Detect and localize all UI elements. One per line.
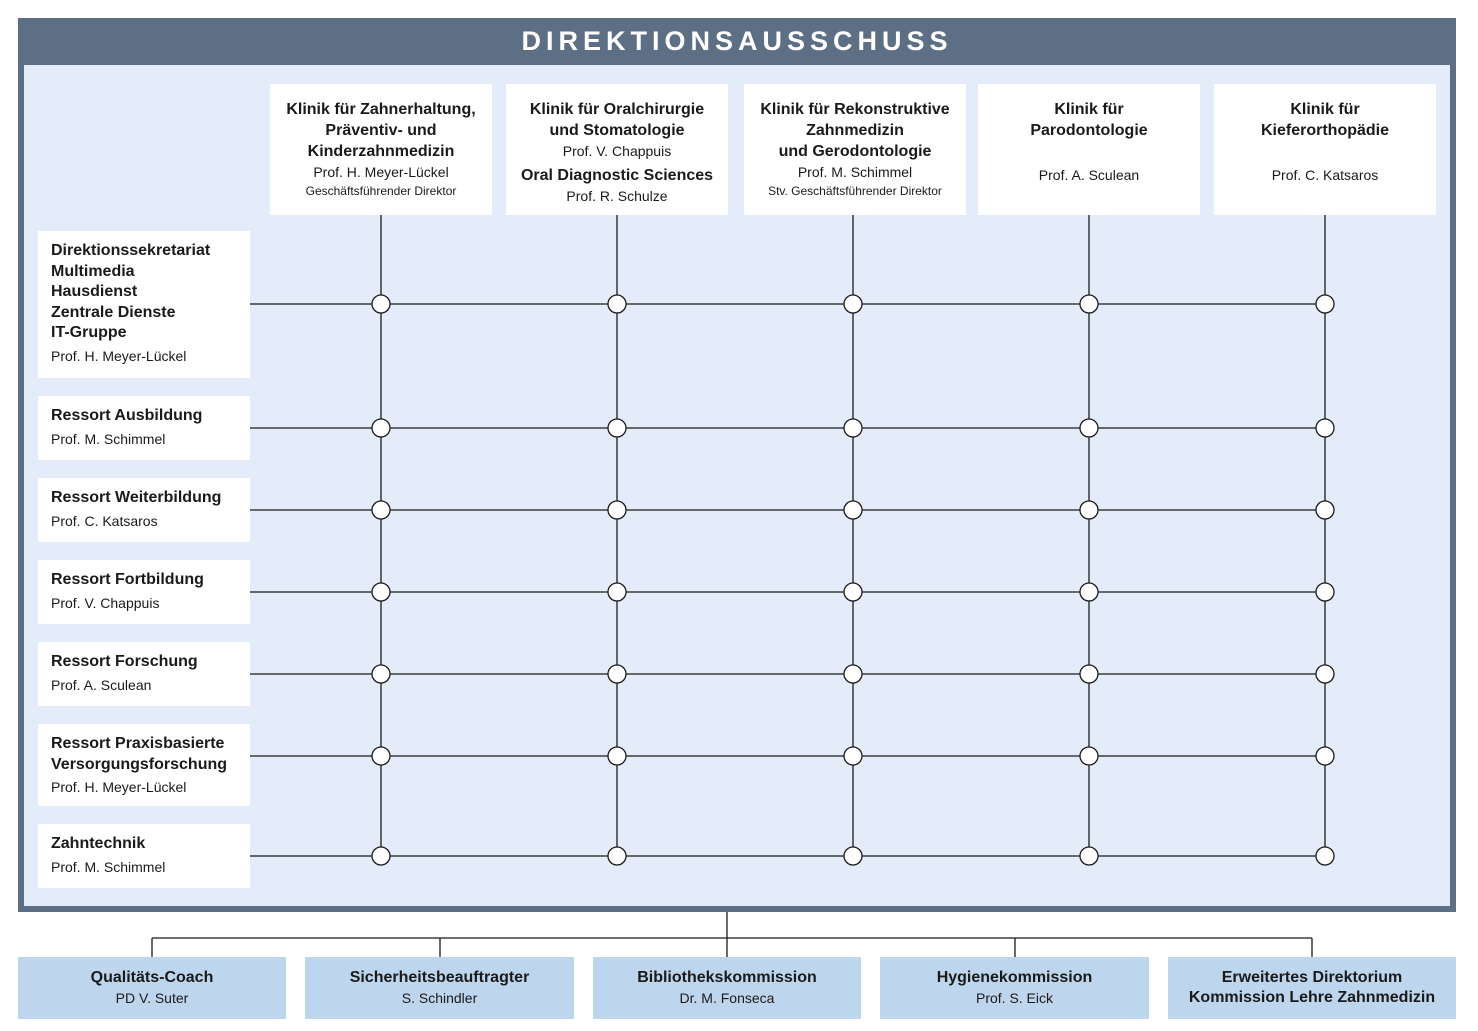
bottom-head: PD V. Suter xyxy=(115,990,189,1006)
row-title-line: Versorgungsforschung xyxy=(51,755,228,773)
row-title-line: Hausdienst xyxy=(51,283,138,300)
row-title-line: Ressort Weiterbildung xyxy=(51,489,222,506)
clinic-kieferorthopaedie xyxy=(1214,84,1436,215)
matrix-node xyxy=(372,419,390,437)
matrix-node xyxy=(608,583,626,601)
bottom-title-line: Erweitertes Direktorium xyxy=(1221,969,1403,986)
clinic-title-line: Klinik für xyxy=(1290,101,1360,118)
matrix-node xyxy=(1316,583,1334,601)
bottom-title-line: Qualitäts-Coach xyxy=(90,969,214,986)
matrix-node xyxy=(372,583,390,601)
matrix-node xyxy=(844,501,862,519)
matrix-node xyxy=(1316,295,1334,313)
clinic-role: Geschäftsführender Direktor xyxy=(305,184,457,198)
clinic-title-line: Präventiv- und xyxy=(325,122,437,139)
row-title-line: Ressort Praxisbasierte xyxy=(51,735,225,752)
bottom-head: Dr. M. Fonseca xyxy=(679,990,775,1006)
committee-title: DIREKTIONSAUSSCHUSS xyxy=(521,26,953,56)
row-praxisbasierte xyxy=(38,724,250,806)
row-zahntechnik xyxy=(38,824,250,888)
bottom-title-line: Kommission Lehre Zahnmedizin xyxy=(1188,989,1436,1006)
clinic-head: Prof. V. Chappuis xyxy=(562,143,672,159)
matrix-node xyxy=(372,295,390,313)
row-head: Prof. C. Katsaros xyxy=(51,512,158,529)
row-title-line: Zentrale Dienste xyxy=(51,303,176,321)
row-ausbildung xyxy=(38,396,250,460)
row-title-line: Ressort Fortbildung xyxy=(51,571,204,588)
clinic-title-line: Klinik für Oralchirurgie xyxy=(529,101,705,118)
row-head: Prof. M. Schimmel xyxy=(51,430,166,447)
bottom-hygienekommission xyxy=(880,957,1149,1019)
matrix-node xyxy=(1080,665,1098,683)
clinic-title-line: und Gerodontologie xyxy=(778,143,932,160)
matrix-node xyxy=(372,747,390,765)
matrix-node xyxy=(1316,501,1334,519)
matrix-node xyxy=(608,419,626,437)
row-head: Prof. H. Meyer-Lückel xyxy=(51,779,187,795)
clinic-title-line: und Stomatologie xyxy=(549,122,685,139)
row-title-line: Ressort Ausbildung xyxy=(51,407,203,424)
bottom-bibliothekskommission xyxy=(593,957,861,1019)
clinic-title-line: Klinik für Zahnerhaltung, xyxy=(286,101,476,118)
clinic-head: Prof. H. Meyer-Lückel xyxy=(313,164,449,180)
clinic-zahnerhaltung xyxy=(270,84,492,215)
matrix-node xyxy=(844,419,862,437)
bottom-head: S. Schindler xyxy=(401,990,478,1006)
clinic-subhead: Prof. R. Schulze xyxy=(566,188,668,204)
matrix-node xyxy=(844,747,862,765)
row-head: Prof. A. Sculean xyxy=(51,676,152,693)
matrix-node xyxy=(1316,847,1334,865)
matrix-node xyxy=(372,665,390,683)
row-title-line: IT-Gruppe xyxy=(51,324,127,341)
row-fortbildung xyxy=(38,560,250,624)
matrix-node xyxy=(844,665,862,683)
row-title-line: Multimedia xyxy=(51,262,135,280)
clinic-subtitle: Oral Diagnostic Sciences xyxy=(520,167,714,184)
matrix-node xyxy=(1080,501,1098,519)
row-title-line: Ressort Forschung xyxy=(51,653,198,670)
row-title-line: Zahntechnik xyxy=(51,835,146,852)
clinic-title-line: Parodontologie xyxy=(1030,122,1148,139)
bottom-title-line: Sicherheitsbeauftragter xyxy=(349,969,530,986)
bottom-erweitertes-direktorium xyxy=(1168,957,1456,1019)
matrix-node xyxy=(1080,583,1098,601)
matrix-node xyxy=(844,295,862,313)
matrix-node xyxy=(608,295,626,313)
matrix-node xyxy=(372,501,390,519)
matrix-node xyxy=(844,847,862,865)
clinic-head: Prof. C. Katsaros xyxy=(1271,167,1379,183)
matrix-node xyxy=(1080,295,1098,313)
clinic-oralchirurgie xyxy=(506,84,728,215)
row-direktionssekretariat xyxy=(38,231,250,378)
clinic-head: Prof. A. Sculean xyxy=(1038,167,1140,183)
row-head: Prof. H. Meyer-Lückel xyxy=(51,347,187,364)
row-head: Prof. M. Schimmel xyxy=(51,858,166,875)
bottom-sicherheitsbeauftragter xyxy=(305,957,574,1019)
matrix-node xyxy=(1080,747,1098,765)
matrix-node xyxy=(608,747,626,765)
matrix-node xyxy=(1080,847,1098,865)
row-forschung xyxy=(38,642,250,706)
matrix-node xyxy=(1316,419,1334,437)
clinic-title-line: Klinik für Rekonstruktive xyxy=(760,101,950,118)
matrix-node xyxy=(608,501,626,519)
matrix-node xyxy=(608,665,626,683)
row-title-line: Direktionssekretariat xyxy=(51,242,211,259)
matrix-node xyxy=(608,847,626,865)
matrix-node xyxy=(1316,747,1334,765)
row-weiterbildung xyxy=(38,478,250,542)
clinic-title-line: Kinderzahnmedizin xyxy=(307,143,455,160)
clinic-title-line: Zahnmedizin xyxy=(806,122,904,139)
clinic-parodontologie xyxy=(978,84,1200,215)
clinic-head: Prof. M. Schimmel xyxy=(797,164,913,180)
clinic-role: Stv. Geschäftsführender Direktor xyxy=(768,184,942,198)
row-head: Prof. V. Chappuis xyxy=(51,594,160,611)
clinic-title-line: Kieferorthopädie xyxy=(1260,122,1389,139)
bottom-qualitaets-coach xyxy=(18,957,286,1019)
bottom-title-line: Hygienekommission xyxy=(936,969,1093,986)
bottom-head: Prof. S. Eick xyxy=(975,990,1054,1006)
clinic-title-line: Klinik für xyxy=(1054,101,1124,118)
clinic-rekonstruktive xyxy=(744,84,966,215)
matrix-node xyxy=(844,583,862,601)
matrix-node xyxy=(1080,419,1098,437)
bottom-title-line: Bibliothekskommission xyxy=(637,969,817,986)
matrix-node xyxy=(1316,665,1334,683)
matrix-node xyxy=(372,847,390,865)
